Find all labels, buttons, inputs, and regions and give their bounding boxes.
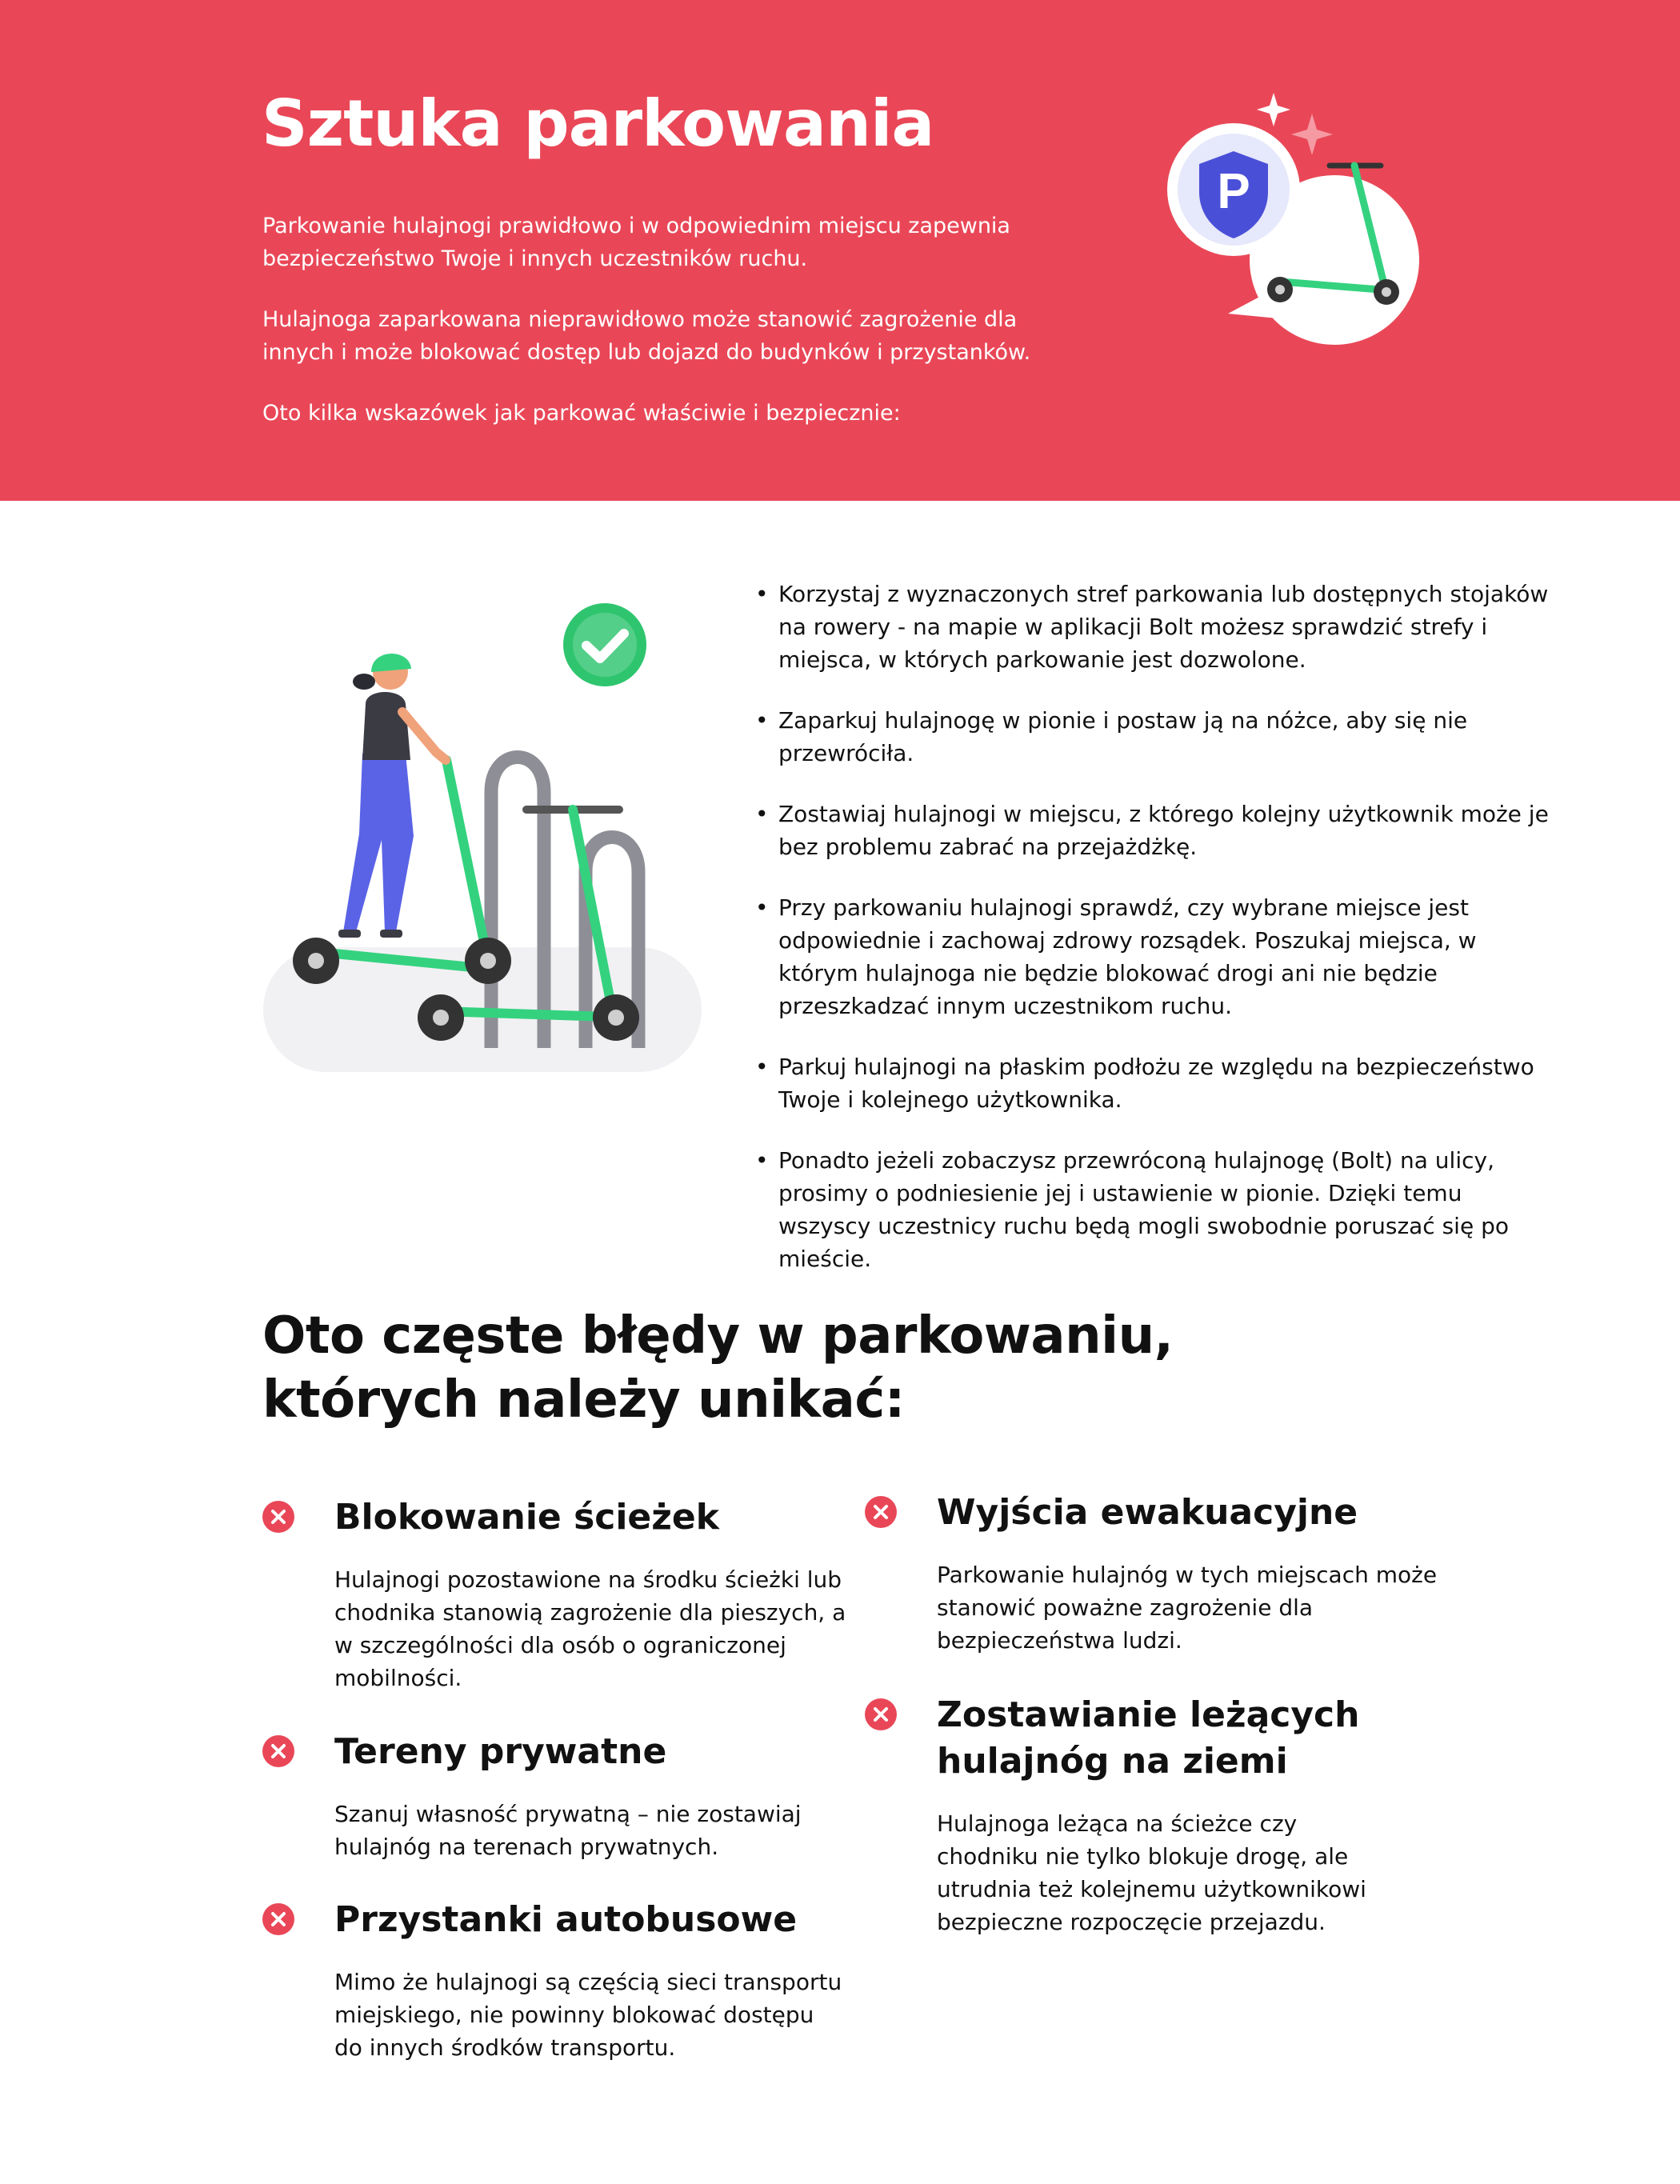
checkmark-icon [563, 603, 646, 686]
mistake-item-bus-stops [334, 1897, 846, 2064]
mistake-item-private-areas [334, 1729, 846, 1863]
mistake-item-blocking-paths [334, 1494, 846, 1694]
tip-item: • Przy parkowaniu hulajnogi sprawdź, czy wybrane miejsce jest odpowiednie i zachowaj zdrowy rozsądek. Poszukaj miejsca, w którym hulajnoga nie będzie blokować drogi ani nie będzie przeszkadzać innym uczestnikom ruchu. [752, 891, 1560, 1022]
page-title: Sztuka parkowania [262, 86, 934, 161]
mistakes-title-line-2: których należy unikać: [262, 1370, 905, 1430]
hero-paragraph-3: Oto kilka wskazówek jak parkować właściwie i bezpiecznie: [262, 401, 901, 426]
mistake-title: Zostawianie leżących hulajnóg na ziemi [937, 1694, 1360, 1782]
mistakes-section-title [262, 1304, 1173, 1432]
error-x-icon [865, 1496, 897, 1528]
parking-shield-icon [1167, 123, 1300, 256]
error-x-icon [262, 1501, 294, 1533]
parking-tips-list [752, 578, 1560, 1303]
mistakes-title-line-1: Oto częste błędy w parkowaniu, [262, 1306, 1174, 1366]
mistake-title: Blokowanie ścieżek [334, 1497, 719, 1538]
tip-item: • Ponadto jeżeli zobaczysz przewróconą hulajnogę (Bolt) na ulicy, prosimy o podniesienie jej i ustawienie w pionie. Dzięki temu wszyscy uczestnicy ruchu będą mogli swobodnie poruszać się po mieście. [752, 1144, 1560, 1275]
hero-paragraph-1: Parkowanie hulajnogi prawidłowo i w odpowiednim miejscu zapewnia bezpieczeństwo Twoje i innych uczestników ruchu. [262, 214, 1010, 271]
hero-banner [0, 0, 1680, 501]
mistake-description: Hulajnoga leżąca na ścieżce czy chodniku nie tylko blokuje drogę, ale utrudnia też kolejnemu użytkownikowi bezpieczne rozpoczęcie przejazdu. [937, 1810, 1366, 1935]
error-x-icon [262, 1735, 294, 1767]
tip-item: • Zostawiaj hulajnogi w miejscu, z którego kolejny użytkownik może je bez problemu zabrać na przejażdżkę. [752, 798, 1560, 863]
tip-item: • Zaparkuj hulajnogę w pionie i postaw ją na nóżce, aby się nie przewróciła. [752, 704, 1560, 770]
error-x-icon [262, 1903, 294, 1935]
mistake-description: Mimo że hulajnogi są częścią sieci transportu miejskiego, nie powinny blokować dostępu do innych środków transportu. [334, 1969, 842, 2061]
svg-text:P: P [1217, 164, 1250, 219]
tip-item: • Korzystaj z wyznaczonych stref parkowania lub dostępnych stojaków na rowery - na mapie w aplikacji Bolt możesz sprawdzić strefy i miejsca, w których parkowanie jest dozwolone. [752, 578, 1560, 676]
mistake-item-lying-scooters [937, 1692, 1385, 1938]
mistake-title: Tereny prywatne [334, 1731, 667, 1772]
hero-paragraph-2: Hulajnoga zaparkowana nieprawidłowo może stanowić zagrożenie dla innych i może blokować dostęp lub dojazd do budynków i przystanków. [262, 307, 1031, 365]
mistake-item-emergency-exits [937, 1490, 1449, 1657]
rider-parking-illustration [260, 600, 708, 1080]
mistake-title: Przystanki autobusowe [334, 1899, 798, 1940]
mistake-description: Hulajnogi pozostawione na środku ścieżki lub chodnika stanowią zagrożenie dla pieszych, a w szczególności dla osób o ograniczonej mobilności. [334, 1566, 846, 1691]
mistake-description: Szanuj własność prywatną – nie zostawiaj hulajnóg na terenach prywatnych. [334, 1801, 802, 1860]
tip-item: • Parkuj hulajnogi na płaskim podłożu ze względu na bezpieczeństwo Twoje i kolejnego użytkownika. [752, 1050, 1560, 1116]
rider-figure [338, 654, 446, 938]
error-x-icon [865, 1698, 897, 1730]
mistake-description: Parkowanie hulajnóg w tych miejscach może stanowić poważne zagrożenie dla bezpieczeństwa ludzi. [937, 1562, 1438, 1654]
parking-scooter-illustration [1152, 80, 1440, 360]
mistake-title: Wyjścia ewakuacyjne [937, 1492, 1358, 1533]
